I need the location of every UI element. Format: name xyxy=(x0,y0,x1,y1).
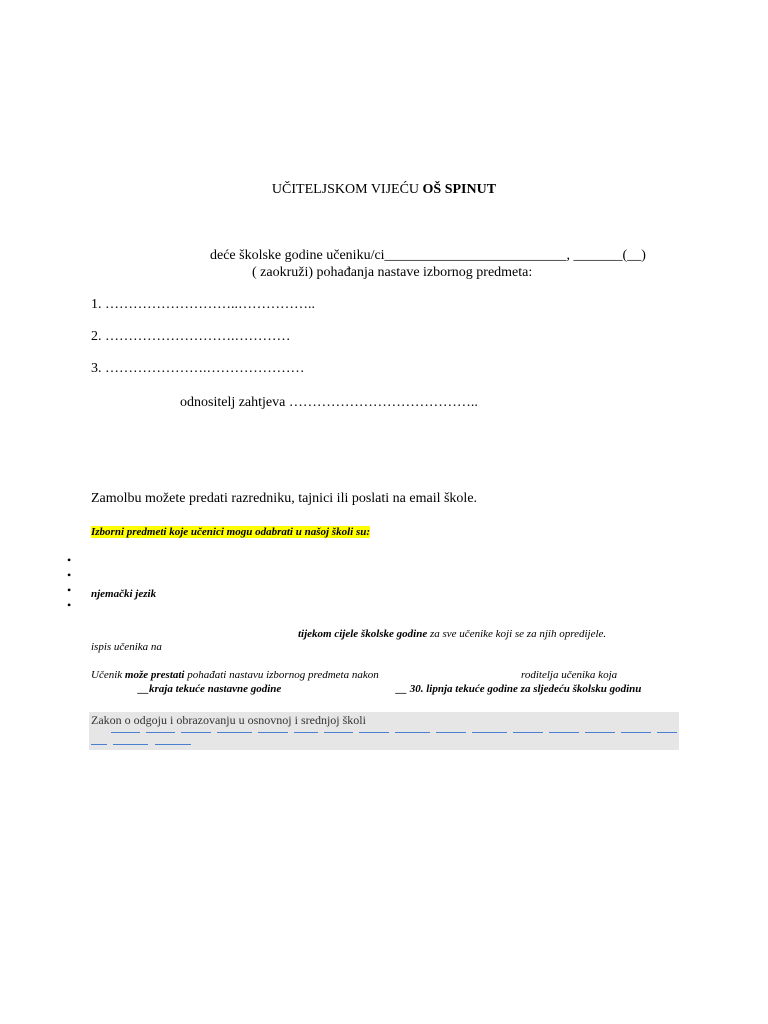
paragraph-stop: Učenik može prestati pohađati nastavu izbornog predmeta nakon xyxy=(91,669,379,681)
deadline-option-1: __kraja tekuće nastavne godine xyxy=(138,683,282,695)
list-item: • xyxy=(67,553,72,567)
paragraph-withdraw: ispis učenika na xyxy=(91,641,162,653)
choice-line-1: 1. ………………………..…………….. xyxy=(91,297,315,312)
electives-heading xyxy=(91,522,370,540)
law-citation-box xyxy=(89,712,679,750)
submit-note: Zamolbu možete predati razredniku, tajnici ili poslati na email škole. xyxy=(91,491,478,506)
paragraph-parents: roditelja učenika koja xyxy=(521,669,618,681)
paragraph-duration xyxy=(298,628,606,640)
highlighted-text: Izborni predmeti koje učenici mogu odabrati u našoj školi su: xyxy=(91,526,371,538)
subject-prompt: ( zaokruži) pohađanja nastave izbornog predmeta: xyxy=(252,265,533,280)
signature-line: odnositelj zahtjeva ………………………………….. xyxy=(180,395,478,410)
law-links-row-1[interactable] xyxy=(111,732,679,734)
list-item: • xyxy=(67,598,72,612)
choice-line-2: 2. ……………………….………… xyxy=(91,329,291,344)
list-item: • xyxy=(67,568,72,582)
title-prefix: UČITELJSKOM VIJEĆU xyxy=(271,182,420,197)
law-title: Zakon o odgoju i obrazovanju u osnovnoj i srednjoj školi xyxy=(91,713,366,727)
list-item-label: njemački jezik xyxy=(91,588,157,600)
duration-rest: za sve učenike koji se za njih opredijele. xyxy=(429,628,607,640)
student-line: deće školske godine učeniku/ci__________________________, _______(__) xyxy=(210,248,646,263)
list-item: • xyxy=(67,583,72,597)
choice-line-3: 3. ………………….………………… xyxy=(91,361,305,376)
document-title xyxy=(0,182,768,198)
school-name: OŠ SPINUT xyxy=(422,182,497,197)
deadline-option-2: __ 30. lipnja tekuće godine za sljedeću školsku godinu xyxy=(396,683,642,695)
duration-bold: tijekom cijele školske godine xyxy=(298,628,428,640)
